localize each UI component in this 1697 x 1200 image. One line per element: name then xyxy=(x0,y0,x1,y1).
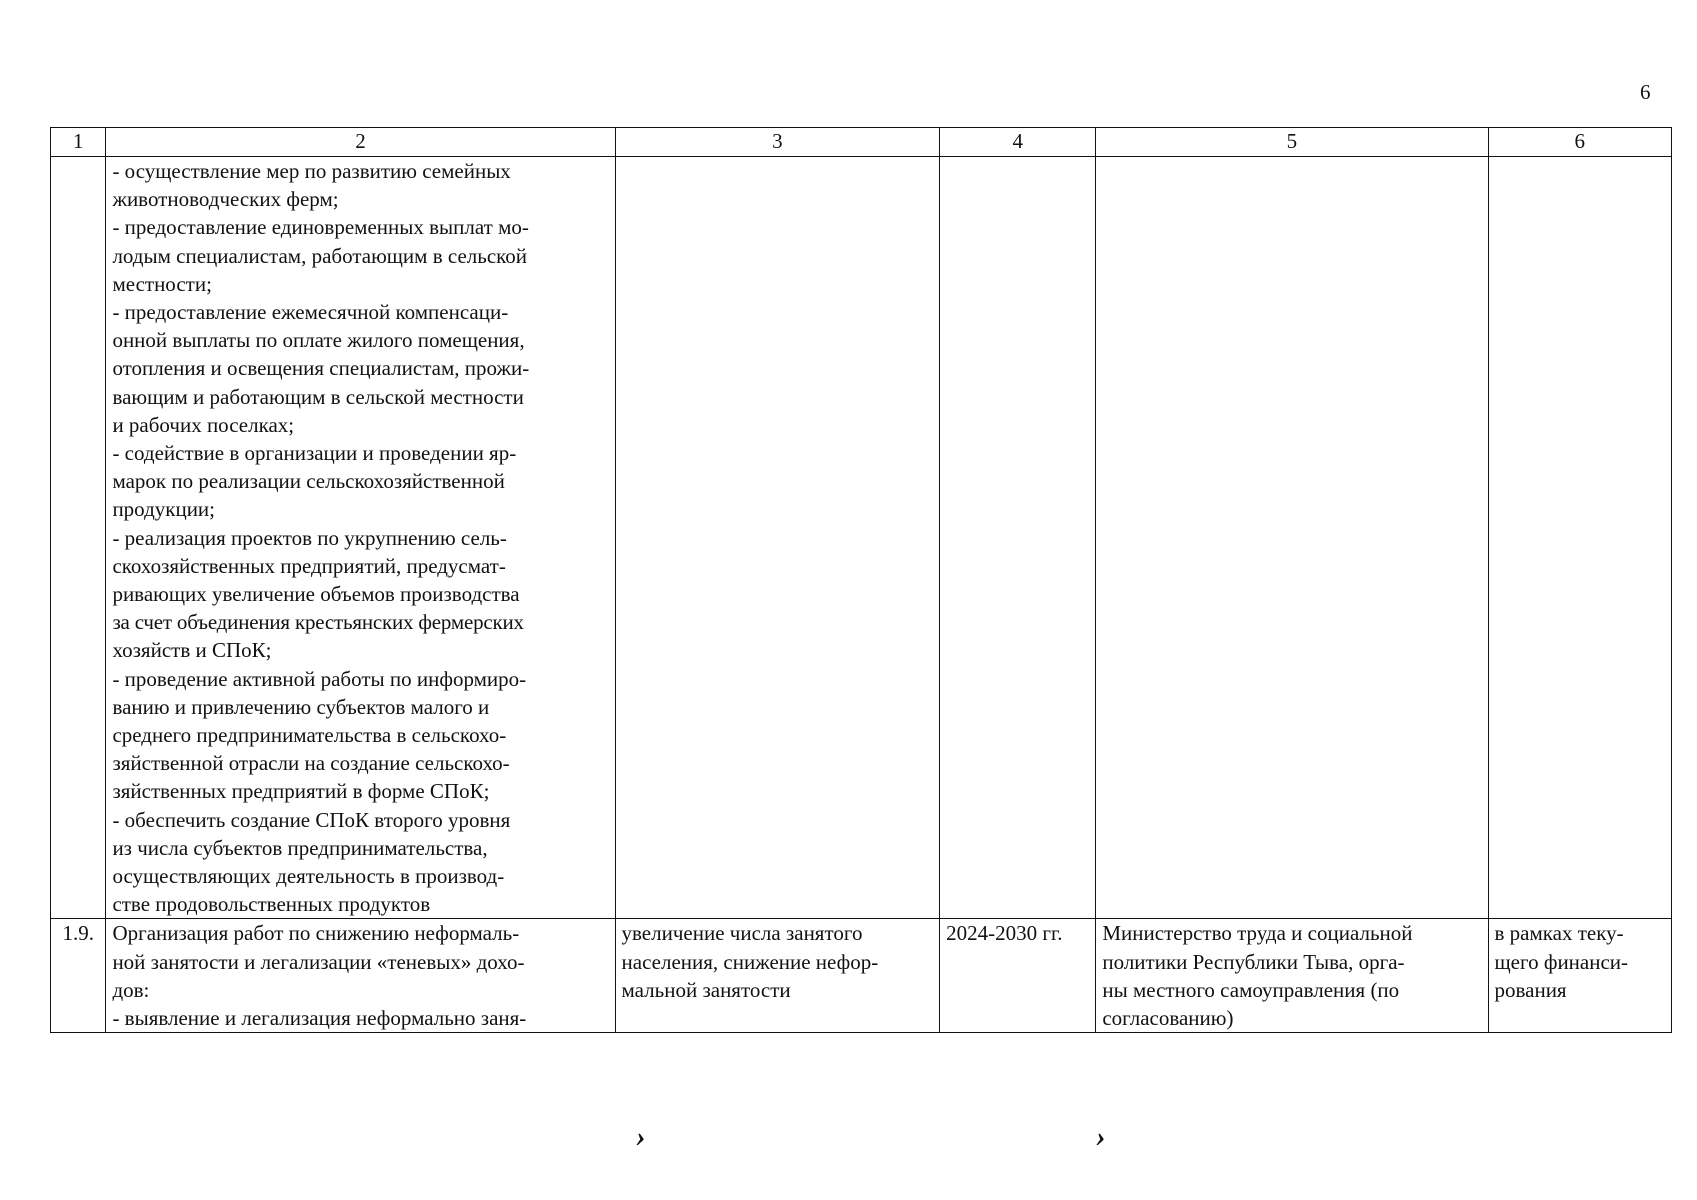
text-line: ванию и привлечению субъектов малого и xyxy=(112,694,490,719)
text-line: из числа субъектов предпринимательства, xyxy=(112,835,488,860)
text-line: в рамках теку- xyxy=(1494,921,1624,946)
text-line: - предоставление единовременных выплат мо- xyxy=(112,215,529,240)
text-line: ны местного самоуправления (по xyxy=(1102,977,1400,1002)
header-col-4: 4 xyxy=(940,128,1096,157)
text-line: политики Республики Тыва, орга- xyxy=(1102,949,1405,974)
text-line: - выявление и легализация неформально заня- xyxy=(112,1006,527,1031)
cell-measure-title xyxy=(106,919,615,1033)
text-line: зяйственных предприятий в форме СПоК; xyxy=(112,779,490,804)
text-line: отопления и освещения специалистам, прожи- xyxy=(112,356,530,381)
text-line: Министерство труда и социальной xyxy=(1102,921,1413,946)
text-line: увеличение числа занятого xyxy=(621,921,863,946)
cell-expected-result xyxy=(615,919,940,1033)
text-line: зяйственной отрасли на создание сельскохо- xyxy=(112,751,510,776)
header-col-3: 3 xyxy=(615,128,940,157)
text-line: и рабочих поселках; xyxy=(112,412,295,437)
text-line: вающим и работающим в сельской местности xyxy=(112,384,524,409)
text-line: дов: xyxy=(112,977,150,1002)
text-line: - предоставление ежемесячной компенсаци- xyxy=(112,300,509,325)
text-line: животноводческих ферм; xyxy=(112,187,339,212)
text-line: скохозяйственных предприятий, предусмат- xyxy=(112,553,506,578)
cell-row-number: 1.9. xyxy=(51,919,106,1033)
header-col-6: 6 xyxy=(1488,128,1672,157)
plan-table xyxy=(50,127,1672,1033)
text-line: - содействие в организации и проведении яр- xyxy=(112,441,517,466)
text-line: согласованию) xyxy=(1102,1006,1234,1031)
cell-number-empty xyxy=(51,157,106,919)
text-line: среднего предпринимательства в сельскохо- xyxy=(112,723,507,748)
cell-responsible xyxy=(1096,919,1488,1033)
text-line: местности; xyxy=(112,271,212,296)
cell-funding-empty xyxy=(1488,157,1672,919)
cell-result-empty xyxy=(615,157,940,919)
text-line: - реализация проектов по укрупнению сель- xyxy=(112,525,507,550)
page-number: 6 xyxy=(1640,80,1651,104)
text-line: - проведение активной работы по информиро- xyxy=(112,666,527,691)
table-row-1-9 xyxy=(51,919,1672,1033)
text-line: лодым специалистам, работающим в сельской xyxy=(112,243,528,268)
scan-mark-left: › xyxy=(636,1120,646,1153)
cell-funding xyxy=(1488,919,1672,1033)
scan-mark-right: › xyxy=(1096,1120,1106,1153)
text-line: марок по реализации сельскохозяйственной xyxy=(112,469,505,494)
text-line: ривающих увеличение объемов производства xyxy=(112,582,520,607)
table-header-row xyxy=(51,128,1672,157)
text-line: хозяйств и СПоК; xyxy=(112,638,272,663)
text-line: ной занятости и легализации «теневых» дохо- xyxy=(112,949,525,974)
cell-measures-continuation xyxy=(106,157,615,919)
text-line: онной выплаты по оплате жилого помещения, xyxy=(112,328,525,353)
cell-period: 2024-2030 гг. xyxy=(940,919,1096,1033)
text-line: - осуществление мер по развитию семейных xyxy=(112,159,511,183)
text-line: рования xyxy=(1494,977,1567,1002)
cell-responsible-empty xyxy=(1096,157,1488,919)
header-col-2: 2 xyxy=(106,128,615,157)
text-line: населения, снижение нефор- xyxy=(621,949,879,974)
text-line: осуществляющих деятельность в производ- xyxy=(112,864,505,889)
header-col-1: 1 xyxy=(51,128,106,157)
cell-period-empty xyxy=(940,157,1096,919)
text-line: за счет объединения крестьянских фермерских xyxy=(112,610,524,635)
text-line: щего финанси- xyxy=(1494,949,1629,974)
text-line: - обеспечить создание СПоК второго уровня xyxy=(112,807,511,832)
table-row-continuation xyxy=(51,157,1672,919)
text-line: мальной занятости xyxy=(621,977,791,1002)
text-line: стве продовольственных продуктов xyxy=(112,892,431,917)
text-line: продукции; xyxy=(112,497,216,522)
header-col-5: 5 xyxy=(1096,128,1488,157)
text-line: Организация работ по снижению неформаль- xyxy=(112,921,520,946)
